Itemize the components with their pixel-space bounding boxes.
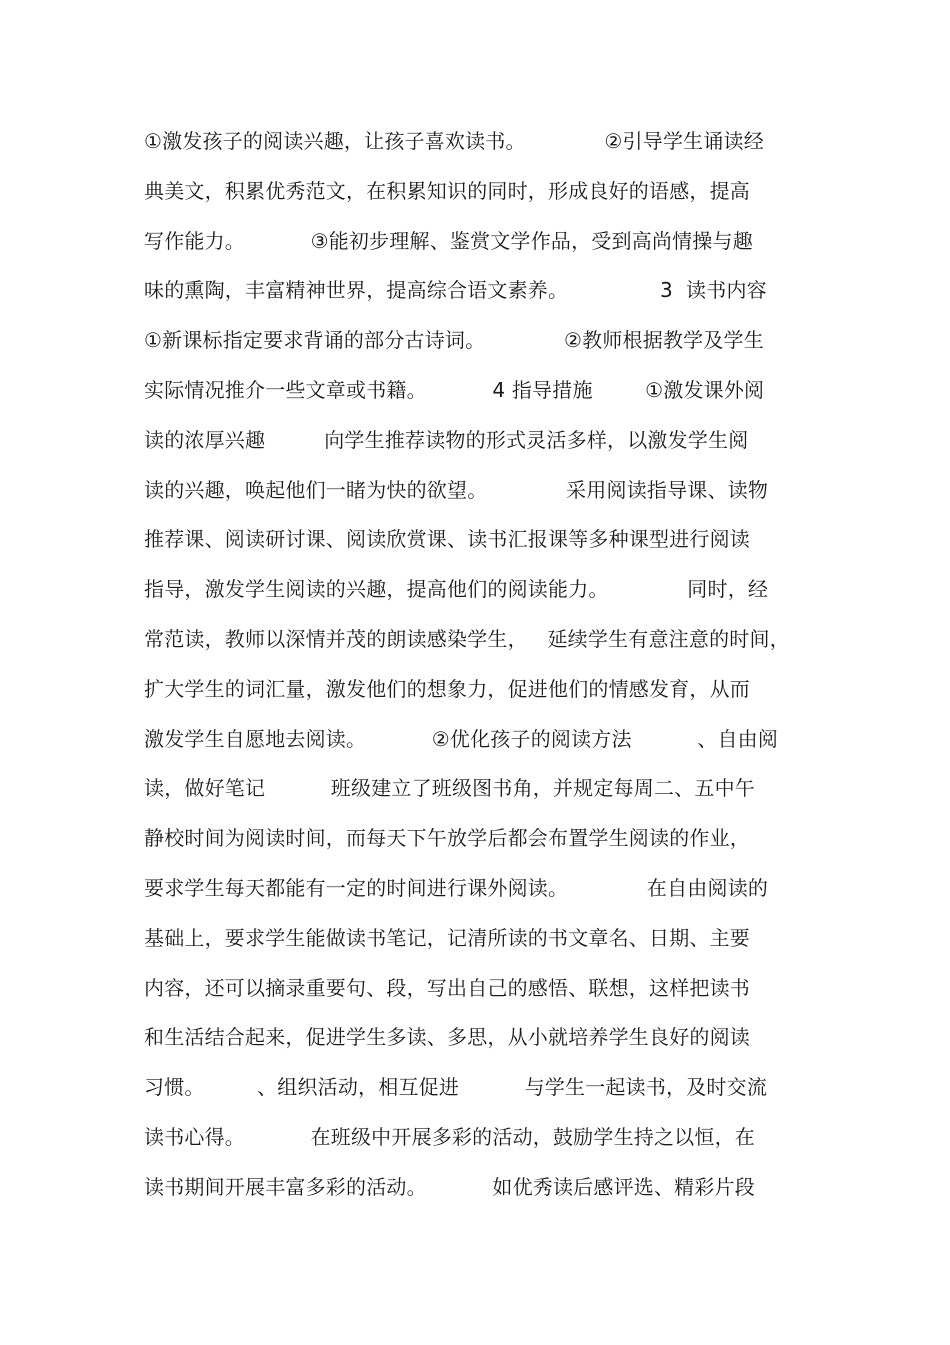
text-line: 读的浓厚兴趣 向学生推荐读物的形式灵活多样，以激发学生阅 bbox=[144, 427, 749, 452]
text-line: 内容，还可以摘录重要句、段，写出自己的感悟、联想，这样把读书 bbox=[144, 975, 750, 1000]
text-line: 习惯。 、组织活动，相互促进 与学生一起读书，及时交流 bbox=[144, 1075, 768, 1100]
body-text bbox=[144, 120, 814, 1216]
text-line: 读的兴趣，唤起他们一睹为快的欲望。 采用阅读指导课、读物 bbox=[144, 477, 769, 502]
text-line: 静校时间为阅读时间，而每天下午放学后都会布置学生阅读的作业， bbox=[144, 826, 750, 851]
text-line: 常范读，教师以深情并茂的朗读感染学生， 延续学生有意注意的时间， bbox=[144, 626, 790, 651]
text-line: 写作能力。 ③能初步理解、鉴赏文学作品，受到高尚情操与趣 bbox=[144, 228, 753, 253]
text-line: 读，做好笔记 班级建立了班级图书角，并规定每周二、五中午 bbox=[144, 776, 755, 801]
text-line: 味的熏陶，丰富精神世界，提高综合语文素养。 3 读书内容 bbox=[144, 278, 767, 303]
text-line: 指导，激发学生阅读的兴趣，提高他们的阅读能力。 同时，经 bbox=[144, 577, 769, 602]
text-line: 推荐课、阅读研讨课、阅读欣赏课、读书汇报课等多种课型进行阅读 bbox=[144, 527, 750, 552]
text-line: 读书期间开展丰富多彩的活动。 如优秀读后感评选、精彩片段 bbox=[144, 1174, 755, 1199]
text-line: 和生活结合起来，促进学生多读、多思，从小就培养学生良好的阅读 bbox=[144, 1025, 750, 1050]
text-line: 扩大学生的词汇量，激发他们的想象力，促进他们的情感发育，从而 bbox=[144, 676, 750, 701]
text-line: 实际情况推介一些文章或书籍。 4 指导措施 ①激发课外阅 bbox=[144, 377, 765, 402]
text-line: 基础上，要求学生能做读书笔记，记清所读的书文章名、日期、主要 bbox=[144, 925, 750, 950]
text-line: ①激发孩子的阅读兴趣，让孩子喜欢读书。 ②引导学生诵读经 bbox=[144, 129, 764, 153]
text-line: 典美文，积累优秀范文，在积累知识的同时，形成良好的语感，提高 bbox=[144, 178, 750, 203]
text-line: 要求学生每天都能有一定的时间进行课外阅读。 在自由阅读的 bbox=[144, 875, 769, 900]
text-line: 读书心得。 在班级中开展多彩的活动，鼓励学生持之以恒，在 bbox=[144, 1124, 755, 1149]
text-line: ①新课标指定要求背诵的部分古诗词。 ②教师根据教学及学生 bbox=[144, 328, 764, 353]
text-line: 激发学生自愿地去阅读。 ②优化孩子的阅读方法 、自由阅 bbox=[144, 726, 779, 751]
